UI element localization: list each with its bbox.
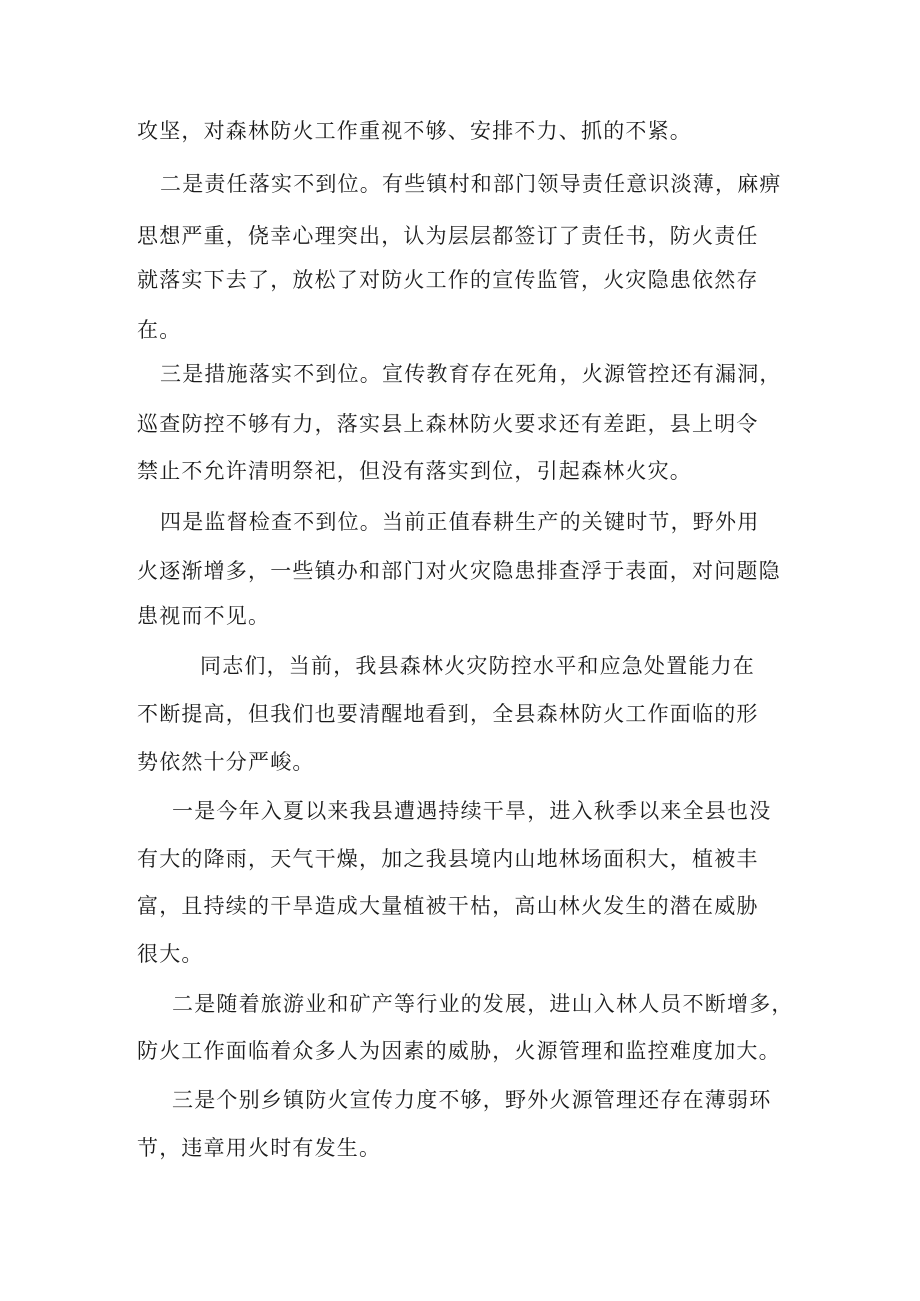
text-line-8: 禁止不允许清明祭祀，但没有落实到位，引起森林火灾。 <box>137 459 692 483</box>
text-line-10: 火逐渐增多，一些镇办和部门对火灾隐患排查浮于表面，对问题隐 <box>137 559 781 583</box>
text-line-7: 巡查防控不够有力，落实县上森林防火要求还有差距，县上明令 <box>137 412 759 436</box>
text-line-13: 不断提高，但我们也要清醒地看到，全县森林防火工作面临的形 <box>137 702 759 726</box>
text-line-22: 节，违章用火时有发生。 <box>137 1136 382 1160</box>
text-line-4: 就落实下去了，放松了对防火工作的宣传监管，火灾隐患依然存 <box>137 268 759 292</box>
text-line-16: 有大的降雨，天气干燥，加之我县境内山地林场面积大，植被丰 <box>137 847 759 871</box>
text-line-11: 患视而不见。 <box>137 604 271 628</box>
text-line-14: 势依然十分严峻。 <box>137 750 315 774</box>
text-line-12: 同志们，当前，我县森林火灾防控水平和应急处置能力在 <box>200 654 755 678</box>
text-line-6: 三是措施落实不到位。宣传教育存在死角，火源管控还有漏洞， <box>160 362 782 386</box>
text-line-9: 四是监督检查不到位。当前正值春耕生产的关键时节，野外用 <box>160 510 760 534</box>
text-line-3: 思想严重，侥幸心理突出，认为层层都签订了责任书，防火责任 <box>137 224 759 248</box>
text-line-18: 很大。 <box>137 942 204 966</box>
text-line-21: 三是个别乡镇防火宣传力度不够，野外火源管理还存在薄弱环 <box>172 1088 772 1112</box>
text-line-1: 攻坚，对森林防火工作重视不够、安排不力、抓的不紧。 <box>137 119 692 143</box>
text-line-15: 一是今年入夏以来我县遭遇持续干旱，进入秋季以来全县也没 <box>172 799 772 823</box>
text-line-19: 二是随着旅游业和矿产等行业的发展，进山入林人员不断增多， <box>172 992 794 1016</box>
text-line-2: 二是责任落实不到位。有些镇村和部门领导责任意识淡薄，麻痹 <box>160 172 782 196</box>
text-line-17: 富，且持续的干旱造成大量植被干枯，高山林火发生的潜在威胁 <box>137 894 759 918</box>
text-line-20: 防火工作面临着众多人为因素的威胁，火源管理和监控难度加大。 <box>137 1039 781 1063</box>
text-line-5: 在。 <box>137 318 182 342</box>
